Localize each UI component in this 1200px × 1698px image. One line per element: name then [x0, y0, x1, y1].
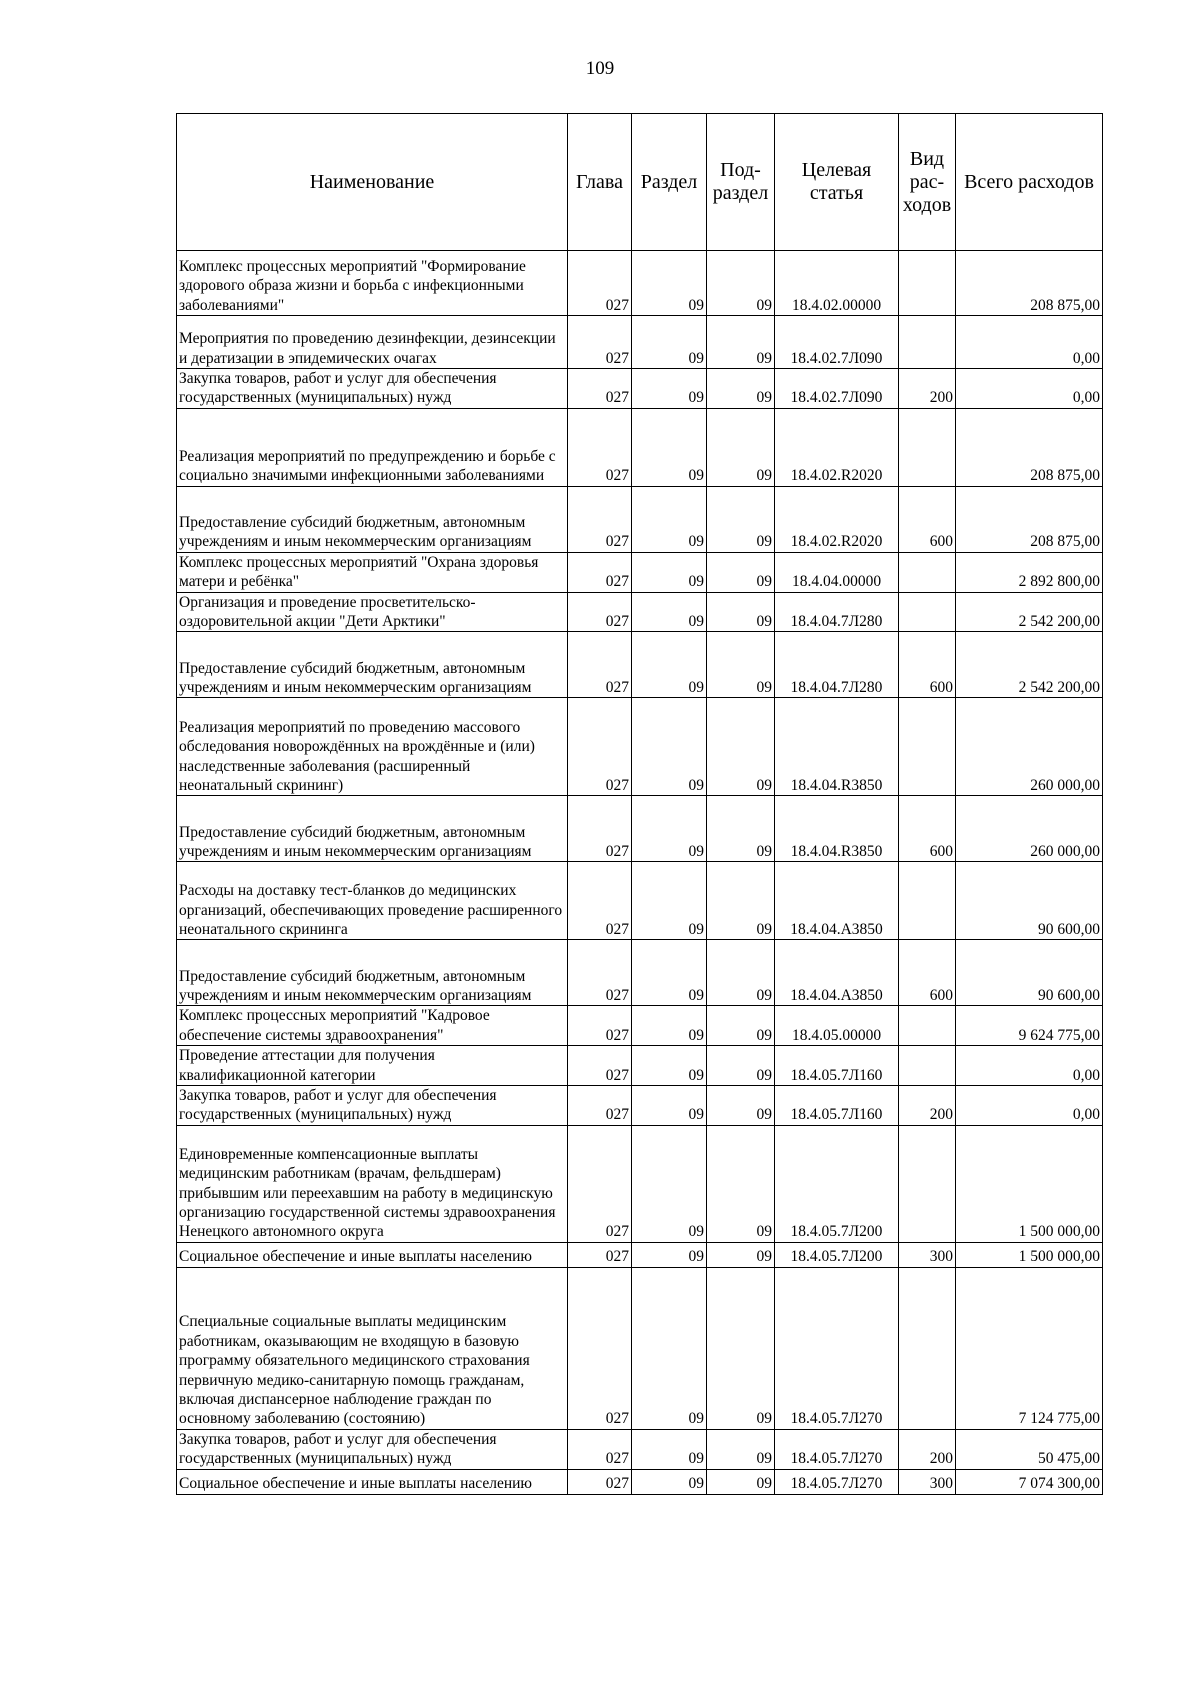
table-row	[177, 408, 1103, 486]
cell-total: 208 875,00	[956, 251, 1103, 316]
cell-section: 09	[632, 486, 707, 552]
cell-subsection: 09	[707, 1125, 775, 1242]
cell-section: 09	[632, 251, 707, 316]
cell-section: 09	[632, 1429, 707, 1469]
cell-subsection: 09	[707, 592, 775, 632]
table-row	[177, 862, 1103, 940]
table-row	[177, 940, 1103, 1006]
cell-total: 2 542 200,00	[956, 592, 1103, 632]
cell-subsection: 09	[707, 1469, 775, 1494]
cell-target: 18.4.02.R2020	[775, 408, 899, 486]
table-row	[177, 1125, 1103, 1242]
cell-target: 18.4.04.R3850	[775, 796, 899, 862]
cell-section: 09	[632, 592, 707, 632]
cell-expense-type	[899, 862, 956, 940]
cell-total: 0,00	[956, 1086, 1103, 1126]
cell-expense-type	[899, 1006, 956, 1046]
cell-chapter: 027	[568, 632, 632, 698]
cell-expense-type: 600	[899, 796, 956, 862]
cell-total: 7 074 300,00	[956, 1469, 1103, 1494]
cell-target: 18.4.04.R3850	[775, 698, 899, 796]
cell-name: Проведение аттестации для получения квалификационной категории	[177, 1046, 568, 1086]
cell-section: 09	[632, 1046, 707, 1086]
cell-section: 09	[632, 1006, 707, 1046]
cell-expense-type	[899, 592, 956, 632]
cell-name: Комплекс процессных мероприятий "Кадровое обеспечение системы здравоохранения"	[177, 1006, 568, 1046]
table-row	[177, 796, 1103, 862]
cell-name: Закупка товаров, работ и услуг для обеспечения государственных (муниципальных) нужд	[177, 1429, 568, 1469]
cell-subsection: 09	[707, 1267, 775, 1429]
cell-total: 260 000,00	[956, 796, 1103, 862]
table-row	[177, 369, 1103, 409]
cell-target: 18.4.04.А3850	[775, 862, 899, 940]
cell-total: 7 124 775,00	[956, 1267, 1103, 1429]
cell-total: 0,00	[956, 1046, 1103, 1086]
cell-expense-type: 600	[899, 486, 956, 552]
cell-subsection: 09	[707, 486, 775, 552]
cell-total: 50 475,00	[956, 1429, 1103, 1469]
cell-name: Мероприятия по проведению дезинфекции, дезинсекции и дератизации в эпидемических очагах	[177, 316, 568, 369]
table-row	[177, 1242, 1103, 1267]
cell-target: 18.4.05.7Л200	[775, 1242, 899, 1267]
cell-total: 208 875,00	[956, 408, 1103, 486]
cell-chapter: 027	[568, 486, 632, 552]
cell-subsection: 09	[707, 862, 775, 940]
cell-section: 09	[632, 940, 707, 1006]
cell-expense-type	[899, 1046, 956, 1086]
cell-expense-type: 200	[899, 1086, 956, 1126]
cell-total: 90 600,00	[956, 862, 1103, 940]
cell-target: 18.4.04.7Л280	[775, 592, 899, 632]
cell-expense-type: 300	[899, 1242, 956, 1267]
cell-chapter: 027	[568, 316, 632, 369]
cell-chapter: 027	[568, 369, 632, 409]
cell-expense-type	[899, 698, 956, 796]
cell-section: 09	[632, 316, 707, 369]
cell-subsection: 09	[707, 940, 775, 1006]
table-row	[177, 1086, 1103, 1126]
table-row	[177, 552, 1103, 592]
cell-chapter: 027	[568, 1006, 632, 1046]
cell-subsection: 09	[707, 1429, 775, 1469]
cell-subsection: 09	[707, 408, 775, 486]
cell-target: 18.4.05.7Л270	[775, 1429, 899, 1469]
cell-target: 18.4.05.7Л200	[775, 1125, 899, 1242]
table-row	[177, 632, 1103, 698]
budget-table	[176, 113, 1103, 1495]
cell-name: Специальные социальные выплаты медицинским работникам, оказывающим не входящую в базовую программу обязательного медицинского страхования первичную медико-санитарную помощь гражданам, включая диспансерное наблюдение граждан по основному заболеванию (состоянию)	[177, 1267, 568, 1429]
cell-section: 09	[632, 862, 707, 940]
cell-name: Организация и проведение просветительско-оздоровительной акции "Дети Арктики"	[177, 592, 568, 632]
cell-expense-type	[899, 316, 956, 369]
cell-section: 09	[632, 408, 707, 486]
cell-section: 09	[632, 369, 707, 409]
table-row	[177, 1429, 1103, 1469]
cell-section: 09	[632, 632, 707, 698]
cell-chapter: 027	[568, 1086, 632, 1126]
table-row	[177, 1267, 1103, 1429]
table-row	[177, 486, 1103, 552]
cell-expense-type: 300	[899, 1469, 956, 1494]
cell-expense-type: 200	[899, 369, 956, 409]
cell-target: 18.4.05.00000	[775, 1006, 899, 1046]
header-expense-type: Вид рас- ходов	[899, 114, 956, 251]
cell-total: 260 000,00	[956, 698, 1103, 796]
cell-subsection: 09	[707, 251, 775, 316]
cell-total: 208 875,00	[956, 486, 1103, 552]
cell-chapter: 027	[568, 698, 632, 796]
cell-name: Предоставление субсидий бюджетным, автономным учреждениям и иным некоммерческим организациям	[177, 796, 568, 862]
cell-chapter: 027	[568, 1469, 632, 1494]
cell-total: 0,00	[956, 369, 1103, 409]
cell-expense-type: 200	[899, 1429, 956, 1469]
cell-chapter: 027	[568, 1046, 632, 1086]
cell-name: Социальное обеспечение и иные выплаты населению	[177, 1469, 568, 1494]
cell-name: Социальное обеспечение и иные выплаты населению	[177, 1242, 568, 1267]
cell-chapter: 027	[568, 1242, 632, 1267]
cell-name: Комплекс процессных мероприятий "Формирование здорового образа жизни и борьба с инфекционными заболеваниями"	[177, 251, 568, 316]
cell-expense-type: 600	[899, 940, 956, 1006]
cell-subsection: 09	[707, 632, 775, 698]
header-name: Наименование	[177, 114, 568, 251]
cell-name: Реализация мероприятий по предупреждению и борьбе с социально значимыми инфекционными заболеваниями	[177, 408, 568, 486]
cell-target: 18.4.05.7Л160	[775, 1086, 899, 1126]
cell-expense-type	[899, 1125, 956, 1242]
cell-name: Реализация мероприятий по проведению массового обследования новорождённых на врождённые и (или) наследственные заболевания (расширенный неонатальный скрининг)	[177, 698, 568, 796]
cell-section: 09	[632, 698, 707, 796]
cell-chapter: 027	[568, 1125, 632, 1242]
cell-total: 90 600,00	[956, 940, 1103, 1006]
cell-name: Предоставление субсидий бюджетным, автономным учреждениям и иным некоммерческим организациям	[177, 940, 568, 1006]
cell-target: 18.4.05.7Л160	[775, 1046, 899, 1086]
cell-subsection: 09	[707, 1242, 775, 1267]
cell-chapter: 027	[568, 1267, 632, 1429]
cell-total: 9 624 775,00	[956, 1006, 1103, 1046]
table-header-row	[177, 114, 1103, 251]
cell-section: 09	[632, 1125, 707, 1242]
cell-expense-type: 600	[899, 632, 956, 698]
cell-expense-type	[899, 552, 956, 592]
cell-subsection: 09	[707, 796, 775, 862]
cell-name: Закупка товаров, работ и услуг для обеспечения государственных (муниципальных) нужд	[177, 369, 568, 409]
cell-target: 18.4.04.А3850	[775, 940, 899, 1006]
table-row	[177, 592, 1103, 632]
cell-section: 09	[632, 1086, 707, 1126]
cell-expense-type	[899, 251, 956, 316]
cell-subsection: 09	[707, 698, 775, 796]
table-row	[177, 1046, 1103, 1086]
cell-subsection: 09	[707, 552, 775, 592]
header-subsection: Под- раздел	[707, 114, 775, 251]
cell-total: 2 542 200,00	[956, 632, 1103, 698]
page-number: 109	[585, 58, 615, 79]
header-section: Раздел	[632, 114, 707, 251]
cell-target: 18.4.04.7Л280	[775, 632, 899, 698]
table-row	[177, 316, 1103, 369]
cell-chapter: 027	[568, 251, 632, 316]
cell-section: 09	[632, 552, 707, 592]
cell-total: 1 500 000,00	[956, 1125, 1103, 1242]
cell-chapter: 027	[568, 552, 632, 592]
cell-target: 18.4.04.00000	[775, 552, 899, 592]
cell-chapter: 027	[568, 862, 632, 940]
cell-name: Предоставление субсидий бюджетным, автономным учреждениям и иным некоммерческим организациям	[177, 486, 568, 552]
cell-section: 09	[632, 1267, 707, 1429]
cell-chapter: 027	[568, 408, 632, 486]
cell-subsection: 09	[707, 316, 775, 369]
table-row	[177, 698, 1103, 796]
header-chapter: Глава	[568, 114, 632, 251]
cell-subsection: 09	[707, 1086, 775, 1126]
cell-expense-type	[899, 1267, 956, 1429]
header-total: Всего расходов	[956, 114, 1103, 251]
cell-name: Единовременные компенсационные выплаты медицинским работникам (врачам, фельдшерам) прибывшим или переехавшим на работу в медицинскую организацию государственной системы здравоохранения Ненецкого автономного округа	[177, 1125, 568, 1242]
cell-target: 18.4.05.7Л270	[775, 1267, 899, 1429]
cell-total: 0,00	[956, 316, 1103, 369]
cell-name: Закупка товаров, работ и услуг для обеспечения государственных (муниципальных) нужд	[177, 1086, 568, 1126]
cell-target: 18.4.02.R2020	[775, 486, 899, 552]
cell-subsection: 09	[707, 1046, 775, 1086]
cell-section: 09	[632, 796, 707, 862]
header-target-article: Целевая статья	[775, 114, 899, 251]
cell-subsection: 09	[707, 369, 775, 409]
cell-name: Предоставление субсидий бюджетным, автономным учреждениям и иным некоммерческим организациям	[177, 632, 568, 698]
cell-chapter: 027	[568, 796, 632, 862]
cell-chapter: 027	[568, 592, 632, 632]
cell-name: Расходы на доставку тест-бланков до медицинских организаций, обеспечивающих проведение расширенного неонатального скрининга	[177, 862, 568, 940]
cell-chapter: 027	[568, 1429, 632, 1469]
table-row	[177, 1006, 1103, 1046]
cell-chapter: 027	[568, 940, 632, 1006]
cell-subsection: 09	[707, 1006, 775, 1046]
cell-target: 18.4.05.7Л270	[775, 1469, 899, 1494]
cell-name: Комплекс процессных мероприятий "Охрана здоровья матери и ребёнка"	[177, 552, 568, 592]
table-row	[177, 1469, 1103, 1494]
cell-section: 09	[632, 1469, 707, 1494]
table-row	[177, 251, 1103, 316]
cell-total: 2 892 800,00	[956, 552, 1103, 592]
cell-target: 18.4.02.7Л090	[775, 369, 899, 409]
cell-target: 18.4.02.7Л090	[775, 316, 899, 369]
cell-section: 09	[632, 1242, 707, 1267]
cell-total: 1 500 000,00	[956, 1242, 1103, 1267]
cell-target: 18.4.02.00000	[775, 251, 899, 316]
cell-expense-type	[899, 408, 956, 486]
